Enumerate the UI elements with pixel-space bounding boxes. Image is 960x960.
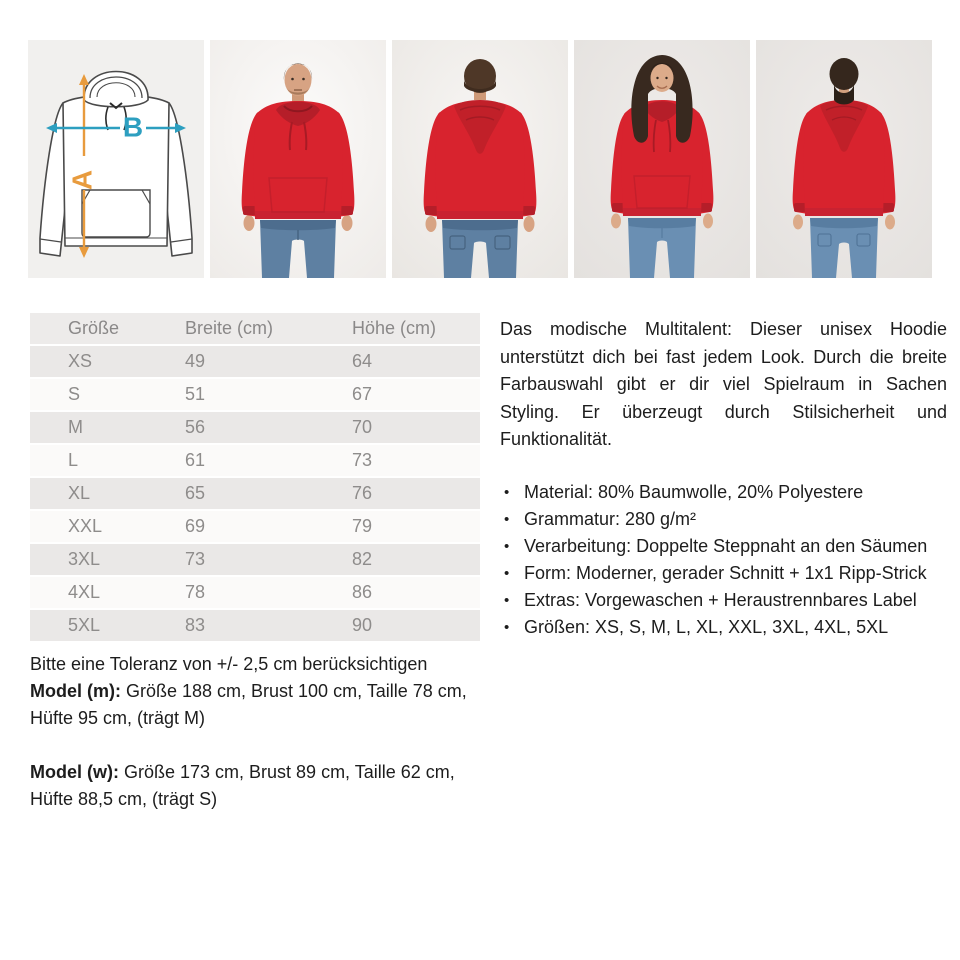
woman-back-photo [756,40,932,278]
size-row-xl: XL 65 76 [30,477,480,510]
size-row-m: M 56 70 [30,411,480,444]
spec-extras-text: Extras: Vorgewaschen + Heraustrennbares Label [524,589,917,610]
gallery-image-woman-back[interactable] [756,40,932,278]
size-table [30,313,480,643]
size-row-3xl: 3XL 73 82 [30,543,480,576]
model-w-label: Model (w): [30,762,119,782]
size-info-column [30,313,480,813]
woman-front-photo [574,40,750,278]
model-w-text: Größe 173 cm, Brust 89 cm, Taille 62 cm, Hüfte 88,5 cm, (trägt S) [30,762,455,809]
gallery-image-woman-front[interactable] [574,40,750,278]
spec-groessen-text: Größen: XS, S, M, L, XL, XXL, 3XL, 4XL, 5XL [524,616,889,637]
bullet-icon: • [504,483,510,501]
model-w-note [30,759,480,813]
size-row-4xl: 4XL 78 86 [30,576,480,609]
gallery-image-measurement-diagram[interactable] [28,40,204,278]
col-header-groesse: Größe [30,313,147,345]
size-row-xs: XS 49 64 [30,345,480,378]
spec-verarbeitung-text: Verarbeitung: Doppelte Steppnaht an den Säumen [524,535,928,556]
spec-material-text: Material: 80% Baumwolle, 20% Polyestere [524,481,864,502]
spec-form [500,560,932,587]
model-m-label: Model (m): [30,681,121,701]
description-column [500,316,947,641]
spec-material [500,479,932,506]
spec-grammatur [500,506,932,533]
hoodie-measurement-diagram [28,40,204,278]
spec-grammatur-text: Grammatur: 280 g/m² [524,508,697,529]
model-m-note [30,678,480,732]
col-header-hoehe: Höhe (cm) [314,313,480,345]
spec-extras [500,587,932,614]
diagram-label-b: B [122,111,144,143]
spec-list [500,479,932,641]
model-m-text: Größe 188 cm, Brust 100 cm, Taille 78 cm, Hüfte 95 cm, (trägt M) [30,681,467,728]
gallery-image-man-front[interactable] [210,40,386,278]
gallery-image-man-back[interactable] [392,40,568,278]
spec-groessen [500,614,932,641]
size-row-s: S 51 67 [30,378,480,411]
size-table-header-row [30,313,480,345]
size-row-l: L 61 73 [30,444,480,477]
size-row-xxl: XXL 69 79 [30,510,480,543]
product-description: Das modische Multitalent: Dieser unisex Hoodie unterstützt dich bei fast jedem Look. Durch die breite Farbauswahl gibt er dir viel Spielraum in Sachen Styling. Er überzeugt durch Stilsicherheit und Funktionalität. [500,319,947,449]
man-back-photo [392,40,568,278]
tolerance-note: Bitte eine Toleranz von +/- 2,5 cm berücksichtigen [30,654,428,674]
bullet-icon: • [504,537,510,555]
bullet-icon: • [504,591,510,609]
col-header-breite: Breite (cm) [147,313,314,345]
product-image-gallery [28,40,936,278]
spec-form-text: Form: Moderner, gerader Schnitt + 1x1 Ripp-Strick [524,562,927,583]
man-front-photo [210,40,386,278]
size-row-5xl: 5XL 83 90 [30,609,480,642]
spec-verarbeitung [500,533,932,560]
bullet-icon: • [504,618,510,636]
bullet-icon: • [504,564,510,582]
bullet-icon: • [504,510,510,528]
diagram-label-a: A [66,169,98,191]
